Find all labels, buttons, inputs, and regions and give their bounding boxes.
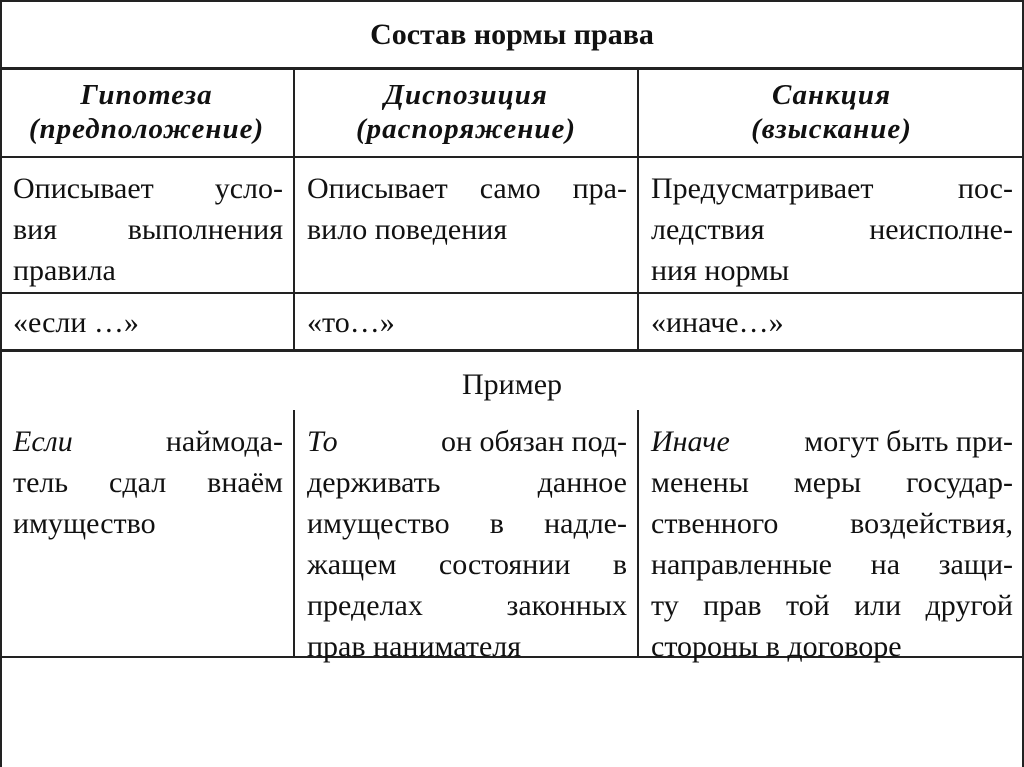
description-line: правила — [13, 254, 116, 287]
example-hypothesis — [13, 421, 283, 544]
description-sanction — [651, 168, 1013, 291]
header-disposition-name: Диспозиция — [384, 79, 548, 111]
example-line: пределах законных — [307, 589, 627, 622]
header-hypothesis-name: Гипотеза — [80, 79, 213, 111]
example-line: менены меры государ- — [651, 466, 1013, 499]
description-line: вило поведения — [307, 213, 508, 246]
header-disposition — [295, 78, 637, 146]
table-title: Состав нормы права — [370, 18, 654, 51]
description-line: Описывает усло- — [13, 172, 283, 205]
example-line: держивать данное — [307, 466, 627, 499]
description-disposition — [307, 168, 627, 250]
description-hypothesis — [13, 168, 283, 291]
example-line: наймода- — [165, 425, 283, 458]
description-line: ния нормы — [651, 254, 790, 287]
example-lead-word: Иначе — [651, 425, 730, 458]
header-hypothesis — [0, 78, 293, 146]
marker-disposition: «то…» — [307, 306, 395, 339]
description-line: ледствия неисполне- — [651, 213, 1013, 246]
example-line: имущество в надле- — [307, 507, 627, 540]
example-line: стороны в договоре — [651, 630, 902, 663]
rule-under-title — [0, 67, 1024, 70]
rule-under-headers — [0, 156, 1024, 158]
example-line: жащем состоянии в — [307, 548, 627, 581]
example-title: Пример — [461, 368, 563, 401]
description-line: Описывает само пра- — [307, 172, 627, 205]
example-line: ственного воздействия, — [651, 507, 1013, 540]
example-sanction — [651, 421, 1013, 667]
header-sanction-subname: (взыскание) — [751, 113, 912, 145]
rule-under-markers — [0, 349, 1024, 352]
col-divider-1-example — [293, 410, 295, 657]
example-line: ту прав той или другой — [651, 589, 1013, 622]
example-line: он обязан под- — [440, 425, 627, 458]
header-hypothesis-subname: (предположение) — [28, 113, 265, 145]
example-line: могут быть при- — [804, 425, 1013, 458]
marker-sanction: «иначе…» — [651, 306, 784, 339]
rule-under-descriptions — [0, 292, 1024, 294]
description-line: вия выполнения — [13, 213, 283, 246]
header-sanction — [639, 78, 1024, 146]
marker-hypothesis: «если …» — [13, 306, 139, 339]
example-line: тель сдал внаём — [13, 466, 283, 499]
header-disposition-subname: (распоряжение) — [355, 113, 577, 145]
description-line: Предусматривает пос- — [651, 172, 1013, 205]
col-divider-2-example — [637, 410, 639, 657]
example-lead-word: Если — [13, 425, 73, 458]
example-line: прав нанимателя — [307, 630, 522, 663]
example-line: направленные на защи- — [651, 548, 1013, 581]
example-lead-word: То — [307, 425, 338, 458]
header-sanction-name: Санкция — [771, 79, 892, 111]
example-line: имущество — [13, 507, 156, 540]
example-disposition — [307, 421, 627, 667]
